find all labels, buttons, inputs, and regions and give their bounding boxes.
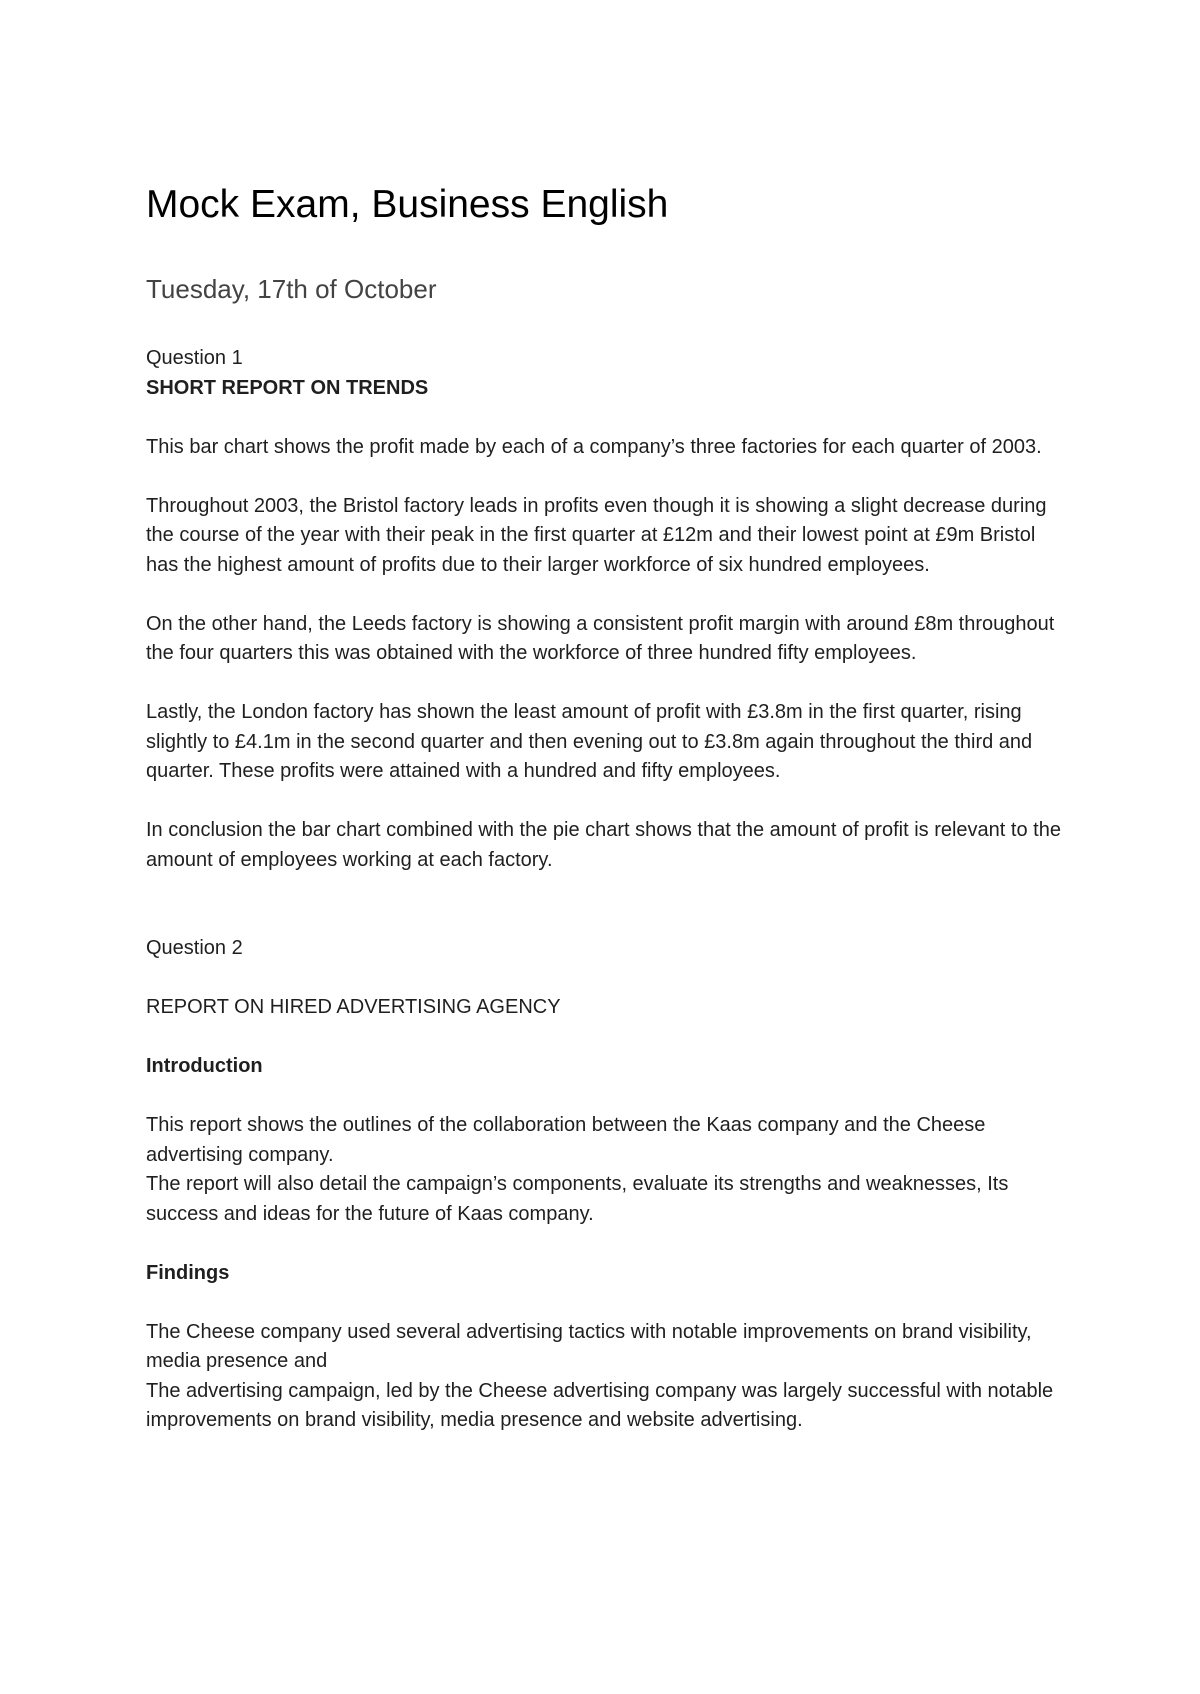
paragraph: Throughout 2003, the Bristol factory leads in profits even though it is showing a slight decrease during the course of the year with their peak in the first quarter at £12m and their lowest point at £9m Bristol has the highest amount of profits due to their larger workforce of six hundred employees. [146, 494, 1047, 576]
paragraph: In conclusion the bar chart combined with the pie chart shows that the amount of profit is relevant to the amount of employees working at each factory. [146, 819, 1061, 871]
question-1-label: Question 1 [146, 347, 243, 369]
question-2-heading: REPORT ON HIRED ADVERTISING AGENCY [146, 996, 561, 1018]
findings-heading: Findings [146, 1261, 230, 1284]
paragraph: Lastly, the London factory has shown the least amount of profit with £3.8m in the first quarter, rising slightly to £4.1m in the second quarter and then evening out to £3.8m again throughout the third and quarter. These profits were attained with a hundred and fifty employees. [146, 701, 1033, 782]
paragraph: The report will also detail the campaign’s components, evaluate its strengths and weaknesses, Its success and ideas for the future of Kaas company. [146, 1173, 1009, 1225]
paragraph: This report shows the outlines of the collaboration between the Kaas company and the Cheese advertising company. [146, 1114, 986, 1166]
paragraph: This bar chart shows the profit made by each of a company’s three factories for each quarter of 2003. [146, 435, 1042, 458]
paragraph: The Cheese company used several advertising tactics with notable improvements on brand visibility, media presence and [146, 1320, 1032, 1372]
document-subtitle: Tuesday, 17th of October [146, 274, 437, 304]
question-1-heading: SHORT REPORT ON TRENDS [146, 376, 429, 399]
document-title: Mock Exam, Business English [146, 183, 669, 226]
introduction-heading: Introduction [146, 1055, 263, 1077]
question-2-label: Question 2 [146, 937, 243, 959]
paragraph: On the other hand, the Leeds factory is showing a consistent profit margin with around £8m throughout the four quarters this was obtained with the workforce of three hundred fifty employees. [146, 612, 1055, 664]
document-body [146, 344, 1066, 1436]
paragraph: The advertising campaign, led by the Cheese advertising company was largely successful with notable improvements on brand visibility, media presence and website advertising. [146, 1379, 1054, 1431]
